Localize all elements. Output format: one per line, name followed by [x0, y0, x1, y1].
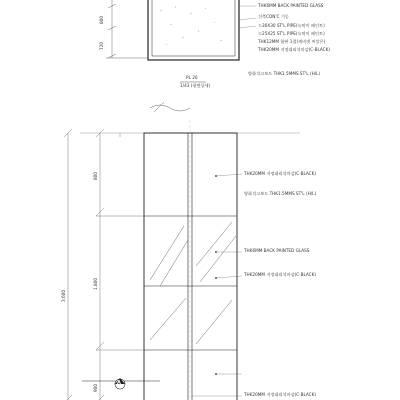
elevation-note-4: THK20MM 지정대리석마감(C-BLACK) [244, 272, 316, 277]
elevation-note-5: THK20MM 지정대리석마감(C-BLACK) [244, 392, 316, 397]
mid-note: 방화석고보드 THK1.5MMS ST'L (H/L) [248, 71, 321, 76]
elevation-dim-upper: 800 [93, 172, 98, 180]
plan-scale: 1/43 (평면상세) [180, 83, 211, 88]
top-note-2: 건축CON'C 기둥 [258, 14, 289, 19]
section-marker-label: A [117, 380, 121, 386]
elevation-dim-middle: 1,800 [93, 278, 98, 290]
plan-leaders [239, 6, 256, 28]
plan-column [148, 0, 239, 60]
elevation-note-2: 방화석고보드 THK1.5MMS ST'L (H/L) [244, 191, 317, 196]
top-note-6: THK20MM 지정대리석마감(C-BLACK) [258, 47, 330, 52]
plan-dimension [106, 0, 148, 58]
elevation-dim-lower: 900 [93, 384, 98, 392]
top-note-3: ㅁ30X30 ST'L PIPE(녹막이 페인트) [258, 23, 325, 28]
elevation-dim-total: 3,600 [61, 290, 66, 302]
top-note-5: THK12MM 합판 1겹(캐비넷 씨알은) [258, 39, 326, 44]
plan-dim-1: 800 [99, 16, 104, 24]
top-note-4: ㅁ25X25 ST'L PIPE(녹막이 페인트) [258, 31, 325, 36]
glass-hatch [150, 222, 236, 344]
break-line-symbol [150, 102, 190, 112]
elevation-note-1: THK20MM 지정대리석마감(C-BLACK) [244, 171, 316, 176]
elevation-note-3: THK6MM BACK PAINTED GLASS [244, 248, 310, 253]
top-note-1: THK6MM BACK PAINTED GLASS [258, 3, 324, 8]
elevation-leaders [215, 175, 217, 375]
plan-dim-2: 720 [99, 42, 104, 50]
elevation-column [144, 133, 237, 400]
plan-code: PL 20 [186, 75, 198, 80]
